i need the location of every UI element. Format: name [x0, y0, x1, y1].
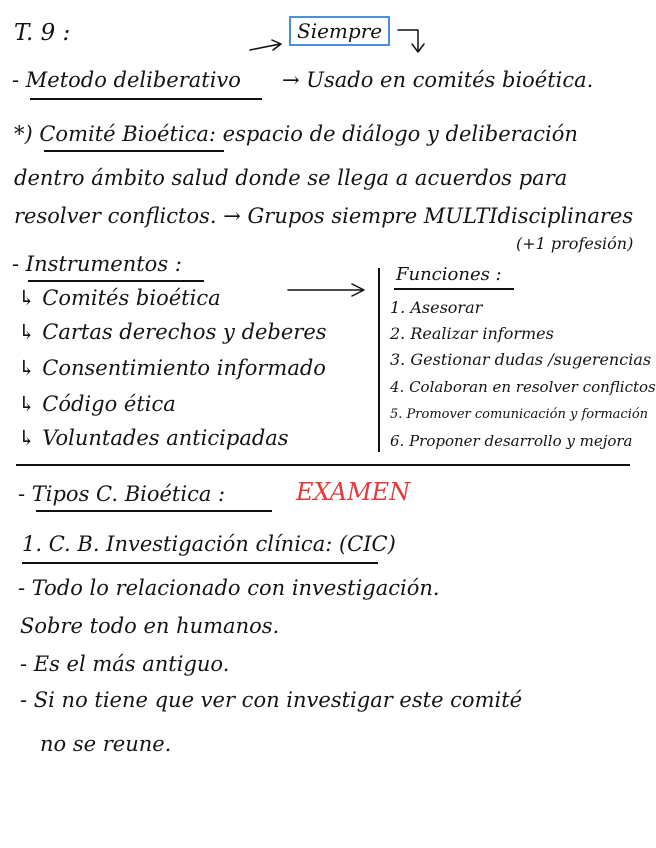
comite-line-4: (+1 profesión): [516, 234, 634, 253]
arrow-down-icon: [398, 30, 424, 52]
exam-label: EXAMEN: [296, 478, 411, 506]
tipos-title: - Tipos C. Bioética :: [18, 482, 226, 506]
instrumentos-title: - Instrumentos :: [12, 252, 182, 276]
instrumento-item: ↳ Consentimiento informado: [18, 356, 326, 380]
instrumento-item: ↳ Comités bioética: [18, 286, 221, 310]
funciones-title: Funciones :: [396, 264, 502, 285]
topic-heading: T. 9 :: [14, 20, 71, 46]
metodo-arrow-text: → Usado en comités bioética.: [282, 68, 594, 92]
cic-line: no se reune.: [40, 732, 172, 756]
cic-line: - Si no tiene que ver con investigar este comité: [20, 688, 523, 712]
comite-line-1: *) Comité Bioética: espacio de diálogo y deliberación: [14, 122, 578, 146]
instrumento-item: ↳ Cartas derechos y deberes: [18, 320, 327, 344]
funcion-item: 5. Promover comunicación y formación: [390, 407, 649, 422]
metodo-label: - Metodo deliberativo: [12, 68, 241, 92]
arrow-to-funciones-icon: [288, 284, 364, 296]
boxed-siempre: Siempre: [289, 16, 390, 46]
comite-line-2: dentro ámbito salud donde se llega a acuerdos para: [14, 166, 568, 190]
funcion-item: 3. Gestionar dudas /sugerencias: [390, 350, 652, 369]
arrow-to-siempre-icon: [250, 40, 281, 50]
instrumento-item: ↳ Voluntades anticipadas: [18, 426, 289, 450]
instrumento-item: ↳ Código ética: [18, 392, 176, 416]
cic-subtitle: 1. C. B. Investigación clínica: (CIC): [22, 532, 396, 556]
comite-line-3: resolver conflictos. → Grupos siempre MULTIdisciplinares: [14, 204, 634, 228]
funcion-item: 4. Colaboran en resolver conflictos: [390, 378, 656, 396]
cic-line: Sobre todo en humanos.: [20, 614, 280, 638]
cic-line: - Es el más antiguo.: [20, 652, 230, 676]
cic-line: - Todo lo relacionado con investigación.: [18, 576, 440, 600]
funcion-item: 1. Asesorar: [390, 298, 483, 317]
funcion-item: 2. Realizar informes: [390, 324, 554, 343]
funcion-item: 6. Proponer desarrollo y mejora: [390, 432, 633, 450]
